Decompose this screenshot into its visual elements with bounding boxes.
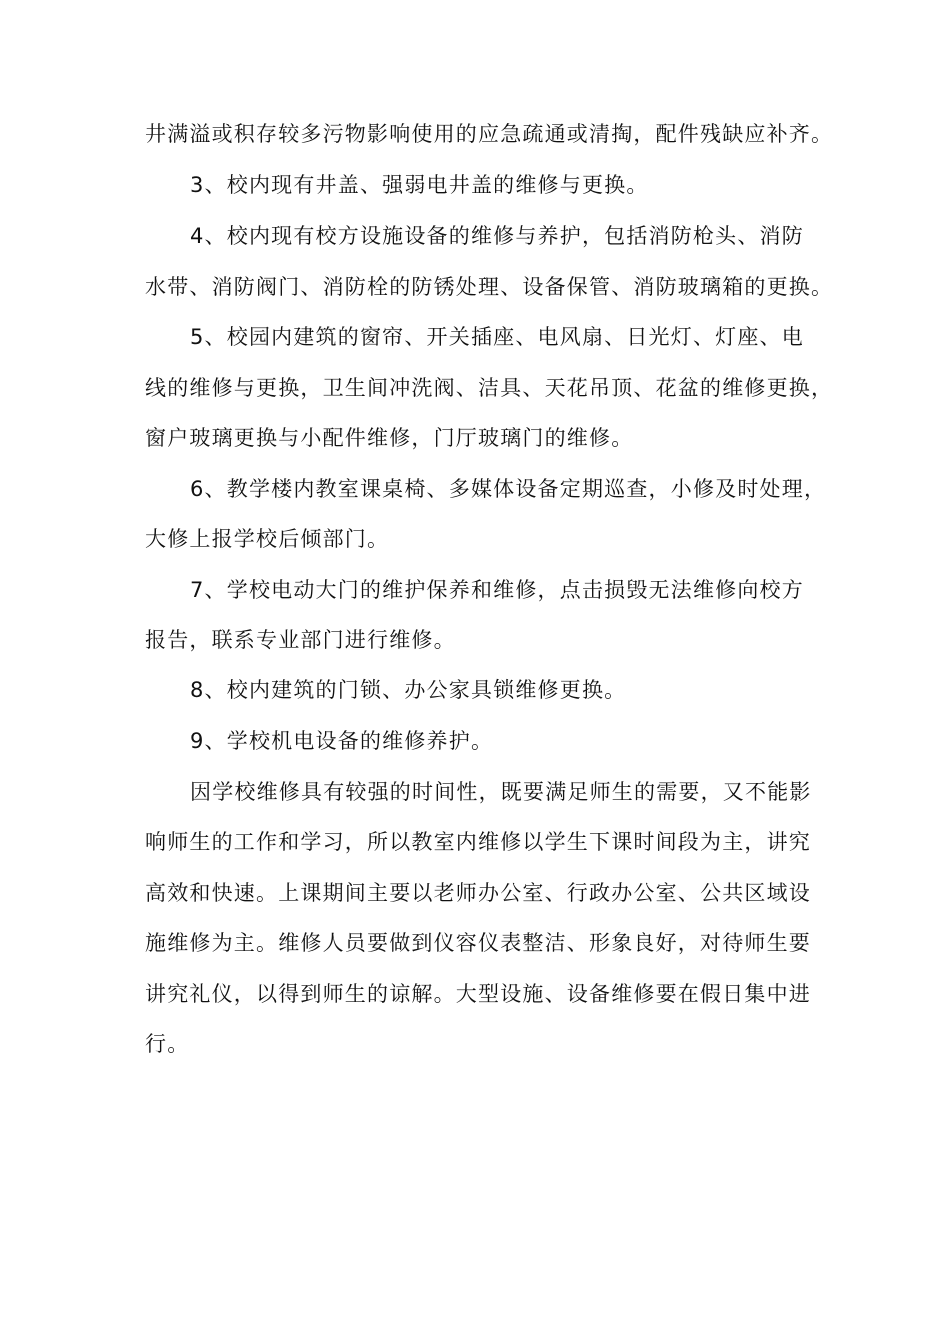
list-item-3: 3、校内现有井盖、强弱电井盖的维修与更换。 xyxy=(190,173,649,197)
text-line: 水带、消防阀门、消防栓的防锈处理、设备保管、消防玻璃箱的更换。 xyxy=(145,275,834,299)
text-line: 响师生的工作和学习，所以教室内维修以学生下课时间段为主，讲究 xyxy=(145,830,811,854)
list-item-9: 9、学校机电设备的维修养护。 xyxy=(190,729,494,753)
text-line: 施维修为主。维修人员要做到仪容仪表整洁、形象良好，对待师生要 xyxy=(145,931,811,955)
list-item-5: 5、校园内建筑的窗帘、开关插座、电风扇、日光灯、灯座、电 xyxy=(190,325,804,349)
text-line: 窗户玻璃更换与小配件维修，门厅玻璃门的维修。 xyxy=(145,426,634,450)
list-item-6: 6、教学楼内教室课桌椅、多媒体设备定期巡查，小修及时处理， xyxy=(190,477,827,501)
list-item-7: 7、学校电动大门的维护保养和维修，点击损毁无法维修向校方 xyxy=(190,578,804,602)
text-line: 线的维修与更换，卫生间冲洗阀、洁具、天花吊顶、花盆的维修更换， xyxy=(145,376,834,400)
text-line: 井满溢或积存较多污物影响使用的应急疏通或清掏，配件残缺应补齐。 xyxy=(145,122,834,146)
text-line: 高效和快速。上课期间主要以老师办公室、行政办公室、公共区域设 xyxy=(145,881,811,905)
paragraph-start: 因学校维修具有较强的时间性，既要满足师生的需要，又不能影 xyxy=(190,780,812,804)
text-line: 行。 xyxy=(145,1032,190,1056)
text-line: 讲究礼仪，以得到师生的谅解。大型设施、设备维修要在假日集中进 xyxy=(145,982,811,1006)
text-line: 大修上报学校后倾部门。 xyxy=(145,527,390,551)
list-item-8: 8、校内建筑的门锁、办公家具锁维修更换。 xyxy=(190,678,627,702)
text-line: 报告，联系专业部门进行维修。 xyxy=(145,628,456,652)
list-item-4: 4、校内现有校方设施设备的维修与养护，包括消防枪头、消防 xyxy=(190,224,804,248)
